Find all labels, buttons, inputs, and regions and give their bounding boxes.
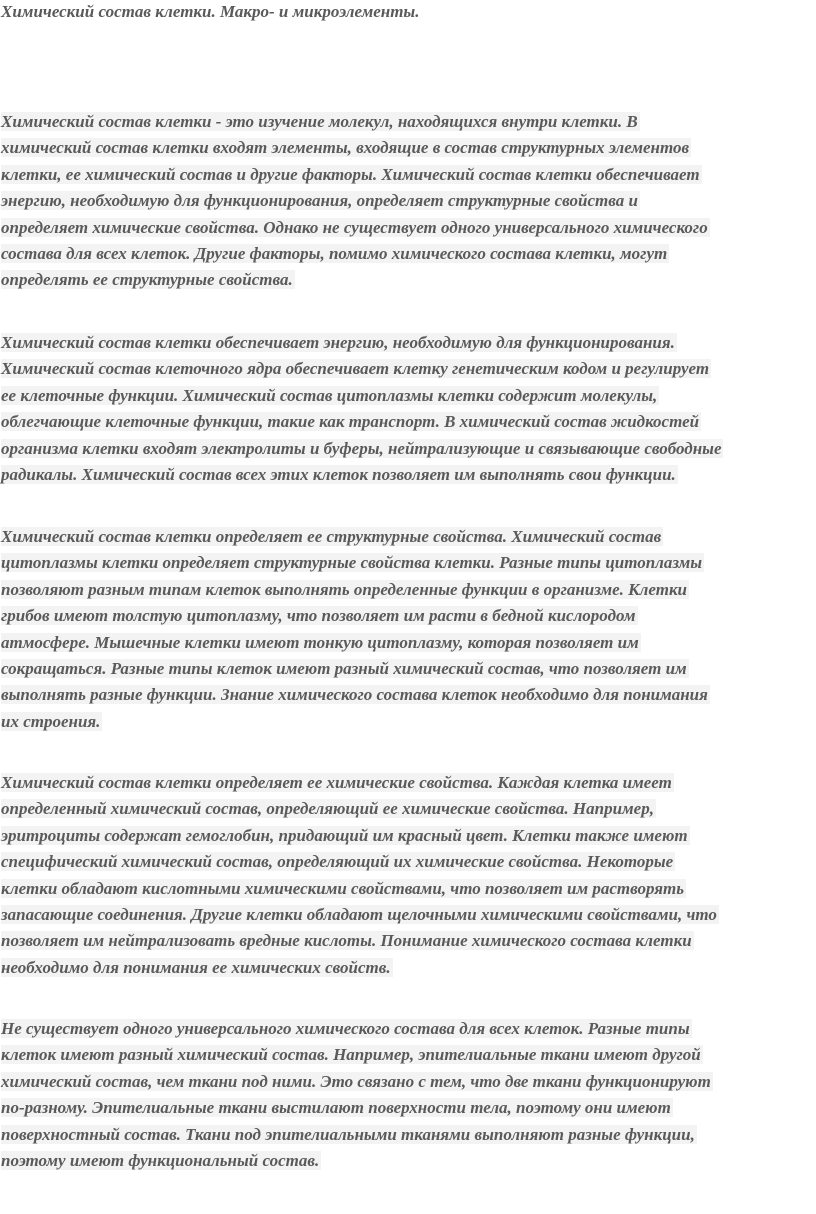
text-line: определяет химические свойства. Однако не существует одного универсального химического — [1, 217, 708, 237]
text-line: сокращаться. Разные типы клеток имеют разный химический состав, что позволяет им — [1, 659, 687, 679]
text-line: определять ее структурные свойства. — [1, 270, 293, 290]
text-line: Химический состав клетки определяет ее химические свойства. Каждая клетка имеет — [1, 773, 672, 792]
text-line: необходимо для понимания ее химических свойств. — [1, 957, 391, 977]
text-line: запасающие соединения. Другие клетки обладают щелочными химическими свойствами, что — [1, 905, 717, 925]
document-title: Химический состав клетки. Макро- и микроэлементы. — [1, 2, 420, 21]
text-line: радикалы. Химический состав всех этих клеток позволяет им выполнять свои функции. — [1, 465, 676, 485]
text-line: Химический состав клеточного ядра обеспечивает клетку генетическим кодом и регулирует — [1, 359, 710, 379]
text-line: эритроциты содержат гемоглобин, придающий им красный цвет. Клетки также имеют — [1, 825, 688, 845]
text-line: клетки обладают кислотными химическими свойствами, что позволяет им растворять — [1, 878, 685, 898]
text-line: энергию, необходимую для функционирования, определяет структурные свойства и — [1, 191, 638, 211]
text-line: клеток имеют разный химический состав. Например, эпителиальные ткани имеют другой — [1, 1045, 701, 1065]
text-line: организма клетки входят электролиты и буферы, нейтрализующие и связывающие свободные — [1, 438, 722, 458]
paragraph-2 — [1, 330, 813, 488]
text-line: их строения. — [1, 711, 101, 731]
text-line: ее клеточные функции. Химический состав цитоплазмы клетки содержит молекулы, — [1, 385, 658, 405]
text-line: определенный химический состав, определяющий ее химические свойства. Например, — [1, 799, 654, 819]
text-line: поверхностный состав. Ткани под эпителиальными тканями выполняют разные функции, — [1, 1124, 695, 1144]
paragraph-4 — [1, 770, 813, 981]
paragraph-3 — [1, 524, 813, 735]
text-line: клетки, ее химический состав и другие факторы. Химический состав клетки обеспечивает — [1, 164, 700, 184]
text-line: Химический состав клетки - это изучение молекул, находящихся внутри клетки. В — [1, 112, 638, 131]
paragraph-1 — [1, 109, 813, 294]
text-line: поэтому имеют функциональный состав. — [1, 1151, 320, 1171]
text-line: химический состав, чем ткани под ними. Это связано с тем, что две ткани функционируют — [1, 1071, 711, 1091]
text-line: атмосфере. Мышечные клетки имеют тонкую цитоплазму, которая позволяет им — [1, 632, 639, 652]
text-line: выполнять разные функции. Знание химического состава клеток необходимо для понимания — [1, 685, 708, 705]
text-line: специфический химический состав, определяющий их химические свойства. Некоторые — [1, 852, 674, 872]
text-line: цитоплазмы клетки определяет структурные свойства клетки. Разные типы цитоплазмы — [1, 553, 703, 573]
text-line: Химический состав клетки обеспечивает энергию, необходимую для функционирования. — [1, 333, 675, 352]
text-line: химический состав клетки входят элементы, входящие в состав структурных элементов — [1, 138, 690, 158]
text-line: состава для всех клеток. Другие факторы, помимо химического состава клетки, могут — [1, 244, 668, 264]
paragraph-5 — [1, 1016, 813, 1174]
text-line: грибов имеют толстую цитоплазму, что позволяет им расти в бедной кислородом — [1, 606, 636, 626]
text-line: позволяет им нейтрализовать вредные кислоты. Понимание химического состава клетки — [1, 931, 692, 951]
text-line: позволяют разным типам клеток выполнять определенные функции в организме. Клетки — [1, 579, 688, 599]
text-line: Не существует одного универсального химического состава для всех клеток. Разные типы — [1, 1019, 690, 1038]
text-line: облегчающие клеточные функции, такие как транспорт. В химический состав жидкостей — [1, 412, 700, 432]
text-line: по-разному. Эпителиальные ткани выстилают поверхности тела, поэтому они имеют — [1, 1098, 671, 1118]
text-line: Химический состав клетки определяет ее структурные свойства. Химический состав — [1, 527, 662, 546]
